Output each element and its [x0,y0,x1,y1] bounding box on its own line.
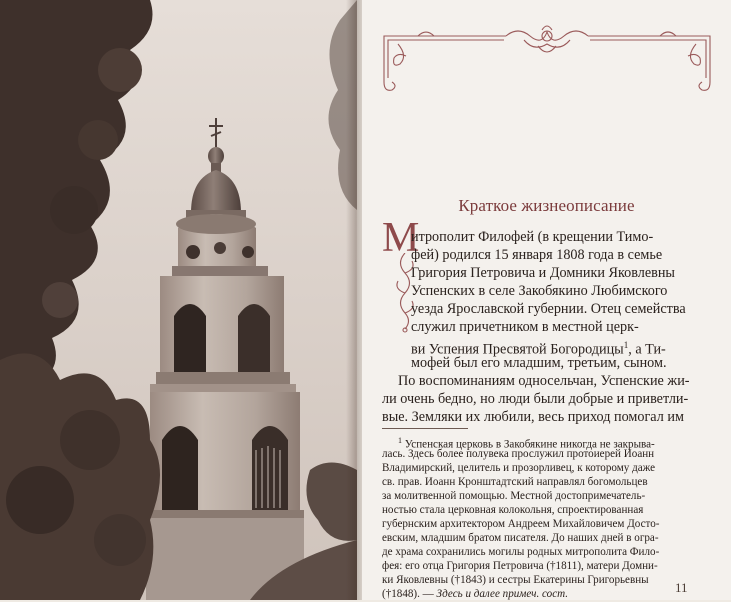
church-photo [0,0,357,600]
footnote-line: лась. Здесь более полувека прослужил протоиерей Иоанн [382,448,655,460]
body-line: Успенских в селе Закобякино Любимского [411,283,668,299]
drop-cap-letter: М [382,215,420,261]
footnote-line: фея: его отца Григория Петровича (†1811), матери Домни- [382,560,658,572]
body-line: вые. Земляки их любили, весь приход помогал им [382,409,684,425]
footnote-line: губернским архитектором Андреем Михайловичем Досто- [382,518,660,530]
footnote-line: Владимирский, целитель и прозорливец, к которому даже [382,462,656,474]
section-title: Краткое жизнеописание [458,196,635,215]
footnote-line: ностью стала церковная колокольня, спроектированная [382,504,644,516]
body-line-part: , а Ти- [628,341,666,358]
footnote-number: 1 [398,436,402,445]
footnote-text: (†1848). — [382,588,434,600]
body-line-part: ви Успения Пресвятой Богородицы [411,341,624,358]
footnote-italic-note: Здесь и далее примеч. сост. [436,588,569,600]
body-line: итрополит Филофей (в крещении Тимо- [411,229,654,245]
body-line: фей) родился 15 января 1808 года в семье [411,247,663,263]
body-line: служил причетником в местной церк- [411,319,639,335]
body-line: уезда Ярославской губернии. Отец семейства [411,301,686,317]
body-line: Григория Петровича и Домники Яковлевны [411,265,675,281]
body-line: мофей был его младшим, третьим, сыном. [411,355,667,371]
footnote-line: евским, младшим братом писателя. До наших дней в огра- [382,532,659,544]
body-line: По воспоминаниям односельчан, Успенские жи- [398,373,690,389]
page-number: 11 [675,580,688,595]
bell-tower-illustration [0,0,357,600]
footnote-line: за молитвенной помощью. Местной достопримечатель- [382,490,646,502]
footnote-reference[interactable]: 1 [623,340,629,350]
body-line: ли очень бедно, но люди были добрые и приветли- [382,391,689,407]
footnote-text: Успенская церковь в Закобякине никогда не закрыва- [404,438,655,451]
header-ornament-icon [378,22,716,94]
footnote-divider [382,428,468,429]
footnote-line: де храма сохранились могилы родных митрополита Фило- [382,546,660,558]
text-page [362,0,731,600]
footnote-line: св. прав. Иоанн Кронштадтский направлял богомольцев [382,476,648,488]
footnote-line: ки Яковлевны (†1843) и сестры Екатерины Григорьевны [382,574,649,586]
